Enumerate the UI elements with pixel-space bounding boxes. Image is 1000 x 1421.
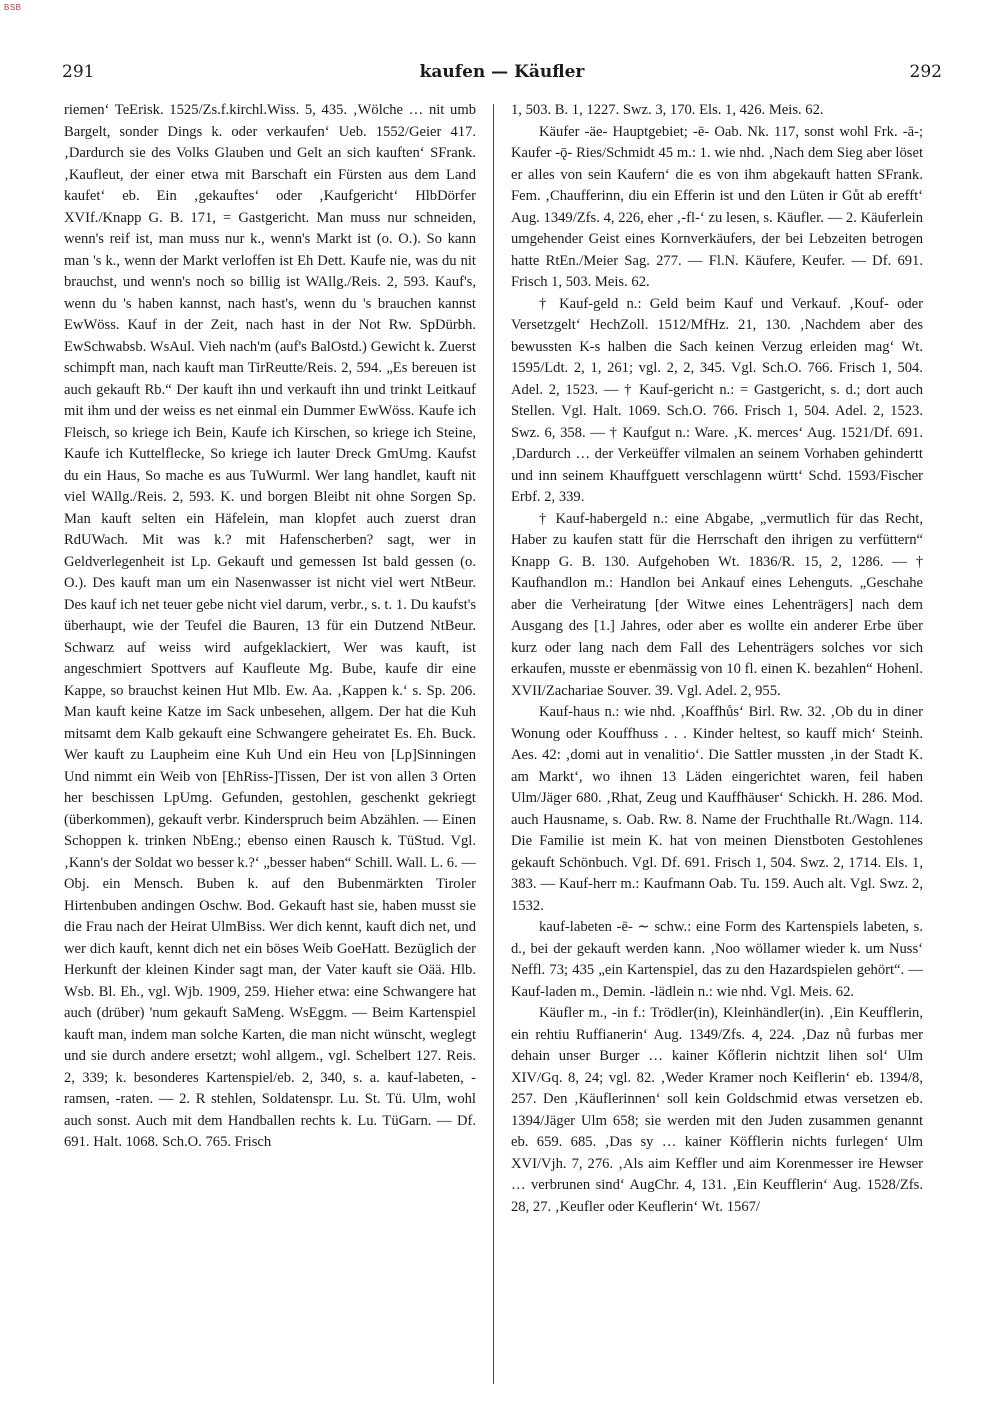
entry-kauf-haus: Kauf-haus n.: wie nhd. ‚Koaffhůs‘ Birl. Rw. 32. ‚Ob du in diner Wonung oder Kouffhuss . . . Kinder heltest, so kauff mich‘ Steinh. Aes. 42: ‚domi aut in venalitio‘. Die Sattler mussten ‚in der Stadt K. am Markt‘, wo ihnen 13 Läden eingerichtet waren, feil haben Ulm/Jäger 680. ‚Rhat, Zeug und Kauffhäuser‘ Schickh. H. 286. Mod. auch Hausname, s. Oab. Rw. 8. Name der Fruchthalle Rt./Wagn. 114. Die Familie ist mein K. hat von meinen Dienstboten Gestohlenes gekauft Schönbuch. Vgl. Df. 691. Frisch 1, 504. Swz. 2, 1714. Els. 1, 383. — Kauf-herr m.: Kaufmann Oab. Tu. 159. Auch alt. Vgl. Swz. 2, 1532. bbox=[511, 704, 923, 914]
entry-kauf-labeten: kauf-labeten -ē- ∼ schw.: eine Form des Kartenspiels labeten, s. d., bei der gekauft werden kann. ‚Noo wöllamer wieder k. um Nuss‘ Neffl. 73; 435 „ein Kartenspiel, das zu den Hazardspielen gehört“. — Kauf-laden m., Demin. -lädlein n.: wie nhd. Vgl. Meis. 62. bbox=[511, 919, 923, 1000]
library-stamp: BSB bbox=[4, 3, 22, 12]
column-divider bbox=[493, 104, 494, 1384]
paragraph-continuation: riemen‘ TeErisk. 1525/Zs.f.kirchl.Wiss. 5, 435. ‚Wölche … nit umb Bargelt, sonder Dings k. oder verkaufen‘ Ueb. 1552/Geier 417. ‚Dardurch sie des Volks Glauben und Gelt an sich kauften‘ SFrank. ‚Kaufleut, der einer etwa mit Barschaft ein Fürsten aus dem Land kaufet‘ eb. Ein ‚gekauftes‘ oder ‚Kaufgericht‘ HlbDörfer XVIf./Knapp G. B. 171, = Gastgericht. Man muss nur schneiden, wenn's reif ist, man muss nur k., wenn's Markt ist (o. O.). So kann man 's k., wenn der Markt verloffen ist Eh Dett. Kaufe nie, was du nit brauchst, und wenn's noch so billig ist WAllg./Reis. 2, 593. Kauf's, wenn du 's haben kannst, nach hast's, wenn du 's brauchen kannst EwWöss. Kauf in der Zeit, nach hast in der Not Rw. SpDürbh. EwSchwabsb. WsAul. Vieh nach'm (auf's BalOstd.) Gewicht k. Zuerst schimpft man, nach kauft man TirReutte/Reis. 2, 594. „Es bereuen ist auch gekauft Rb.“ Der kauft ihn und verkauft ihn und trinkt Leitkauf mit ihm und der weiss es net einmal ein Dummer EwWöss. Kaufe ich Fleisch, so kriege ich Bein, Kaufe ich Kirschen, so kriege ich Steine, Kaufe ich Kuttelflecke, So kriege ich lauter Dreck GmUmg. Kaufst du ein Haus, So mache es aus TuWurml. Wer lang handlet, kauft nit viel WAllg./Reis. 2, 593. K. und borgen Bleibt nit ohne Sorgen Sp. Man kauft selten ein Häfelein, man klopfet auch zuerst dran RdUWach. Mit was k.? mit Hafenscherben? sagt, wer in Geldverlegenheit ist Lp. Gekauft und gemessen Ist bald gessen (o. O.). Des kauft man um ein Nasenwasser ist nicht viel wert NtBeur. Des kauf ich net teuer gebe nicht viel darum, verbr., s. t. 1. Du kaufst's überhaupt, wie der Teufel die Bauren, 13 für ein Dutzend NtBeur. Schwarz auf weiss wird aufgeklackiert, Wer was kauft, ist angeschmiert Spottvers auf Kaufleute Mg. Bube, kaufe dir eine Kappe, so brauchst keinen Hut Mlb. Ew. Aa. ‚Kappen k.‘ s. Sp. 206. Man kauft keine Katze im Sack unbesehen, allgem. Der hat die Kuh mitsamt dem Kalb gekauft eine Schwangere geheiratet Es. Eh. Buck. Wer kauft zu Laupheim eine Kuh Und ein Heu von [Lp]Sinningen Und nimmt ein Weib von [EhRiss-]Tissen, Der ist von allen 3 Orten her beschissen LpUmg. Gefunden, gestohlen, geschenkt gekriegt (überkommen), gekauft verbr. Kinderspruch beim Abzählen. — Einen Schoppen k. trinken NbEng.; ebenso einen Rausch k. TüStud. Vgl. ‚Kann's der Soldat wo besser k.?‘ „besser haben“ Schill. Wall. L. 6. — Obj. ein Mensch. Buben k. auf den Bubenmärkten Tiroler Hirtenbuben andingen Oschw. Bod. Gekauft hast sie, haben musst sie die Frau nach der Heirat UlmBiss. Wer dich kennt, kauft dich net, und wer dich kauft, kennt dich net ein böses Weib GoeHatt. Bezüglich der Herkunft der kleinen Kinder sagt man, der Vater kauft sie Oää. Hlb. Wsb. Bl. Eh., vgl. Wjb. 1909, 259. Hieher etwa: eine Schwangere hat auch (drüber) 'num gekauft SaMeng. WsEggm. — Beim Kartenspiel kauft man, indem man solche Karten, die man nicht wünscht, weglegt und sie durch andere ersetzt; wohl allgem., vgl. Schelbert 127. Reis. 2, 339; k. besonderes Kartenspiel/eb. 2, 340, s. a. kauf-labeten, -ramsen, -raten. — 2. R stehlen, Soldatenspr. Lu. St. Tü. Ulm, wohl auch sonst. Auch mit dem Handballen rechts k. Lu. TüGarn. — Df. 691. Halt. 1068. Sch.O. 765. Frisch bbox=[64, 102, 476, 1150]
entry-kaeufer: Käufer -äe- Hauptgebiet; -ē- Oab. Nk. 117, sonst wohl Frk. -ā-; Kaufer -ǭ- Ries/Schmidt 45 m.: 1. wie nhd. ‚Nach dem Sieg aber löset er alles von sein Kaufern‘ die es von ihm abgekauft hatten SFrank. Fem. ‚Chaufferinn, diu ein Efferin ist und den Lüten ir Gůt ab erefft‘ Aug. 1349/Zfs. 4, 226, eher ‚-fl-‘ zu lesen, s. Käufler. — 2. Käuferlein umgehender Geist eines Kornverkäufers, der bei Lebzeiten betrogen hatte RtEn./Meier Sag. 277. — Fl.N. Käufere, Keufer. — Df. 691. Frisch 1, 503. Meis. 62. bbox=[511, 123, 923, 290]
entry-kauf-geld: † Kauf-geld n.: Geld beim Kauf und Verkauf. ‚Kouf- oder Versetzgelt‘ HechZoll. 1512/MfHz. 21, 130. ‚Nachdem aber des bewussten K-s halben die Sach keinen Verzug erleiden mag‘ Wt. 1595/Ldt. 2, 1, 261; vgl. 2, 2, 345. Vgl. Sch.O. 766. Frisch 1, 504. Adel. 2, 1523. — † Kauf-gericht n.: = Gastgericht, s. d.; dort auch Stellen. Vgl. Halt. 1069. Sch.O. 766. Frisch 1, 504. Adel. 2, 1523. Swz. 6, 358. — † Kaufgut n.: Ware. ‚K. merces‘ Aug. 1521/Df. 691. ‚Dardurch … der Verkeüffer vilmalen an seinem Vorhaben gehindertt und inn seinem Khauffguett verschlagenn württ‘ Schd. 1593/Fischer Erbf. 2, 339. bbox=[511, 295, 923, 505]
left-column bbox=[64, 100, 476, 1380]
page-header bbox=[62, 62, 942, 86]
running-title: kaufen — Käufler bbox=[419, 62, 585, 82]
page-number-right: 292 bbox=[909, 62, 942, 82]
page-number-left: 291 bbox=[62, 62, 95, 82]
right-column bbox=[511, 100, 923, 1380]
paragraph-continuation: 1, 503. B. 1, 1227. Swz. 3, 170. Els. 1, 426. Meis. 62. bbox=[511, 102, 824, 118]
entry-kaeufler: Käufler m., -in f.: Trödler(in), Kleinhändler(in). ‚Ein Keufflerin, ein rehtiu Ruffianerin‘ Aug. 1349/Zfs. 4, 224. ‚Daz nů furbas mer dehain unser Burger … kainer Kőflerin nichtzit lihen sol‘ Ulm XIV/Gq. 8, 24; vgl. 82. ‚Weder Kramer noch Keiflerin‘ eb. 1394/8, 257. Den ‚Käuflerinnen‘ soll kein Goldschmid etwas versetzen eb. 1394/Jäger Ulm 658; sie werden mit den Juden zusammen genannt eb. 659. 685. ‚Das sy … kainer Köfflerin nichts furlegen‘ Ulm XVI/Vjh. 7, 276. ‚Als aim Keffler und aim Korenmesser ire Hewser … verbrunen sind‘ AugChr. 4, 131. ‚Ein Keufflerin‘ Aug. 1528/Zfs. 28, 27. ‚Keufler oder Keuflerin‘ Wt. 1567/ bbox=[511, 1005, 923, 1215]
entry-kauf-habergeld: † Kauf-habergeld n.: eine Abgabe, „vermutlich für das Recht, Haber zu kaufen statt für die Herrschaft den ihrigen zu verfüttern“ Knapp G. B. 130. Aufgehoben Wt. 1836/R. 15, 2, 1286. — † Kaufhandlon m.: Handlon bei Ankauf eines Lehenguts. „Geschahe aber die Verheiratung [der Witwe eines Lehenträgers] nach dem Ausgang des [1.] Jahres, oder aber es wollte ein anderer Erbe über kurz oder lang nach dem Fall des Lehenträgers solches vor sich erkaufen, musste er ebenmässig von 10 fl. einen K. bezahlen“ Hohenl. XVII/Zachariae Souver. 39. Vgl. Adel. 2, 955. bbox=[511, 510, 923, 699]
